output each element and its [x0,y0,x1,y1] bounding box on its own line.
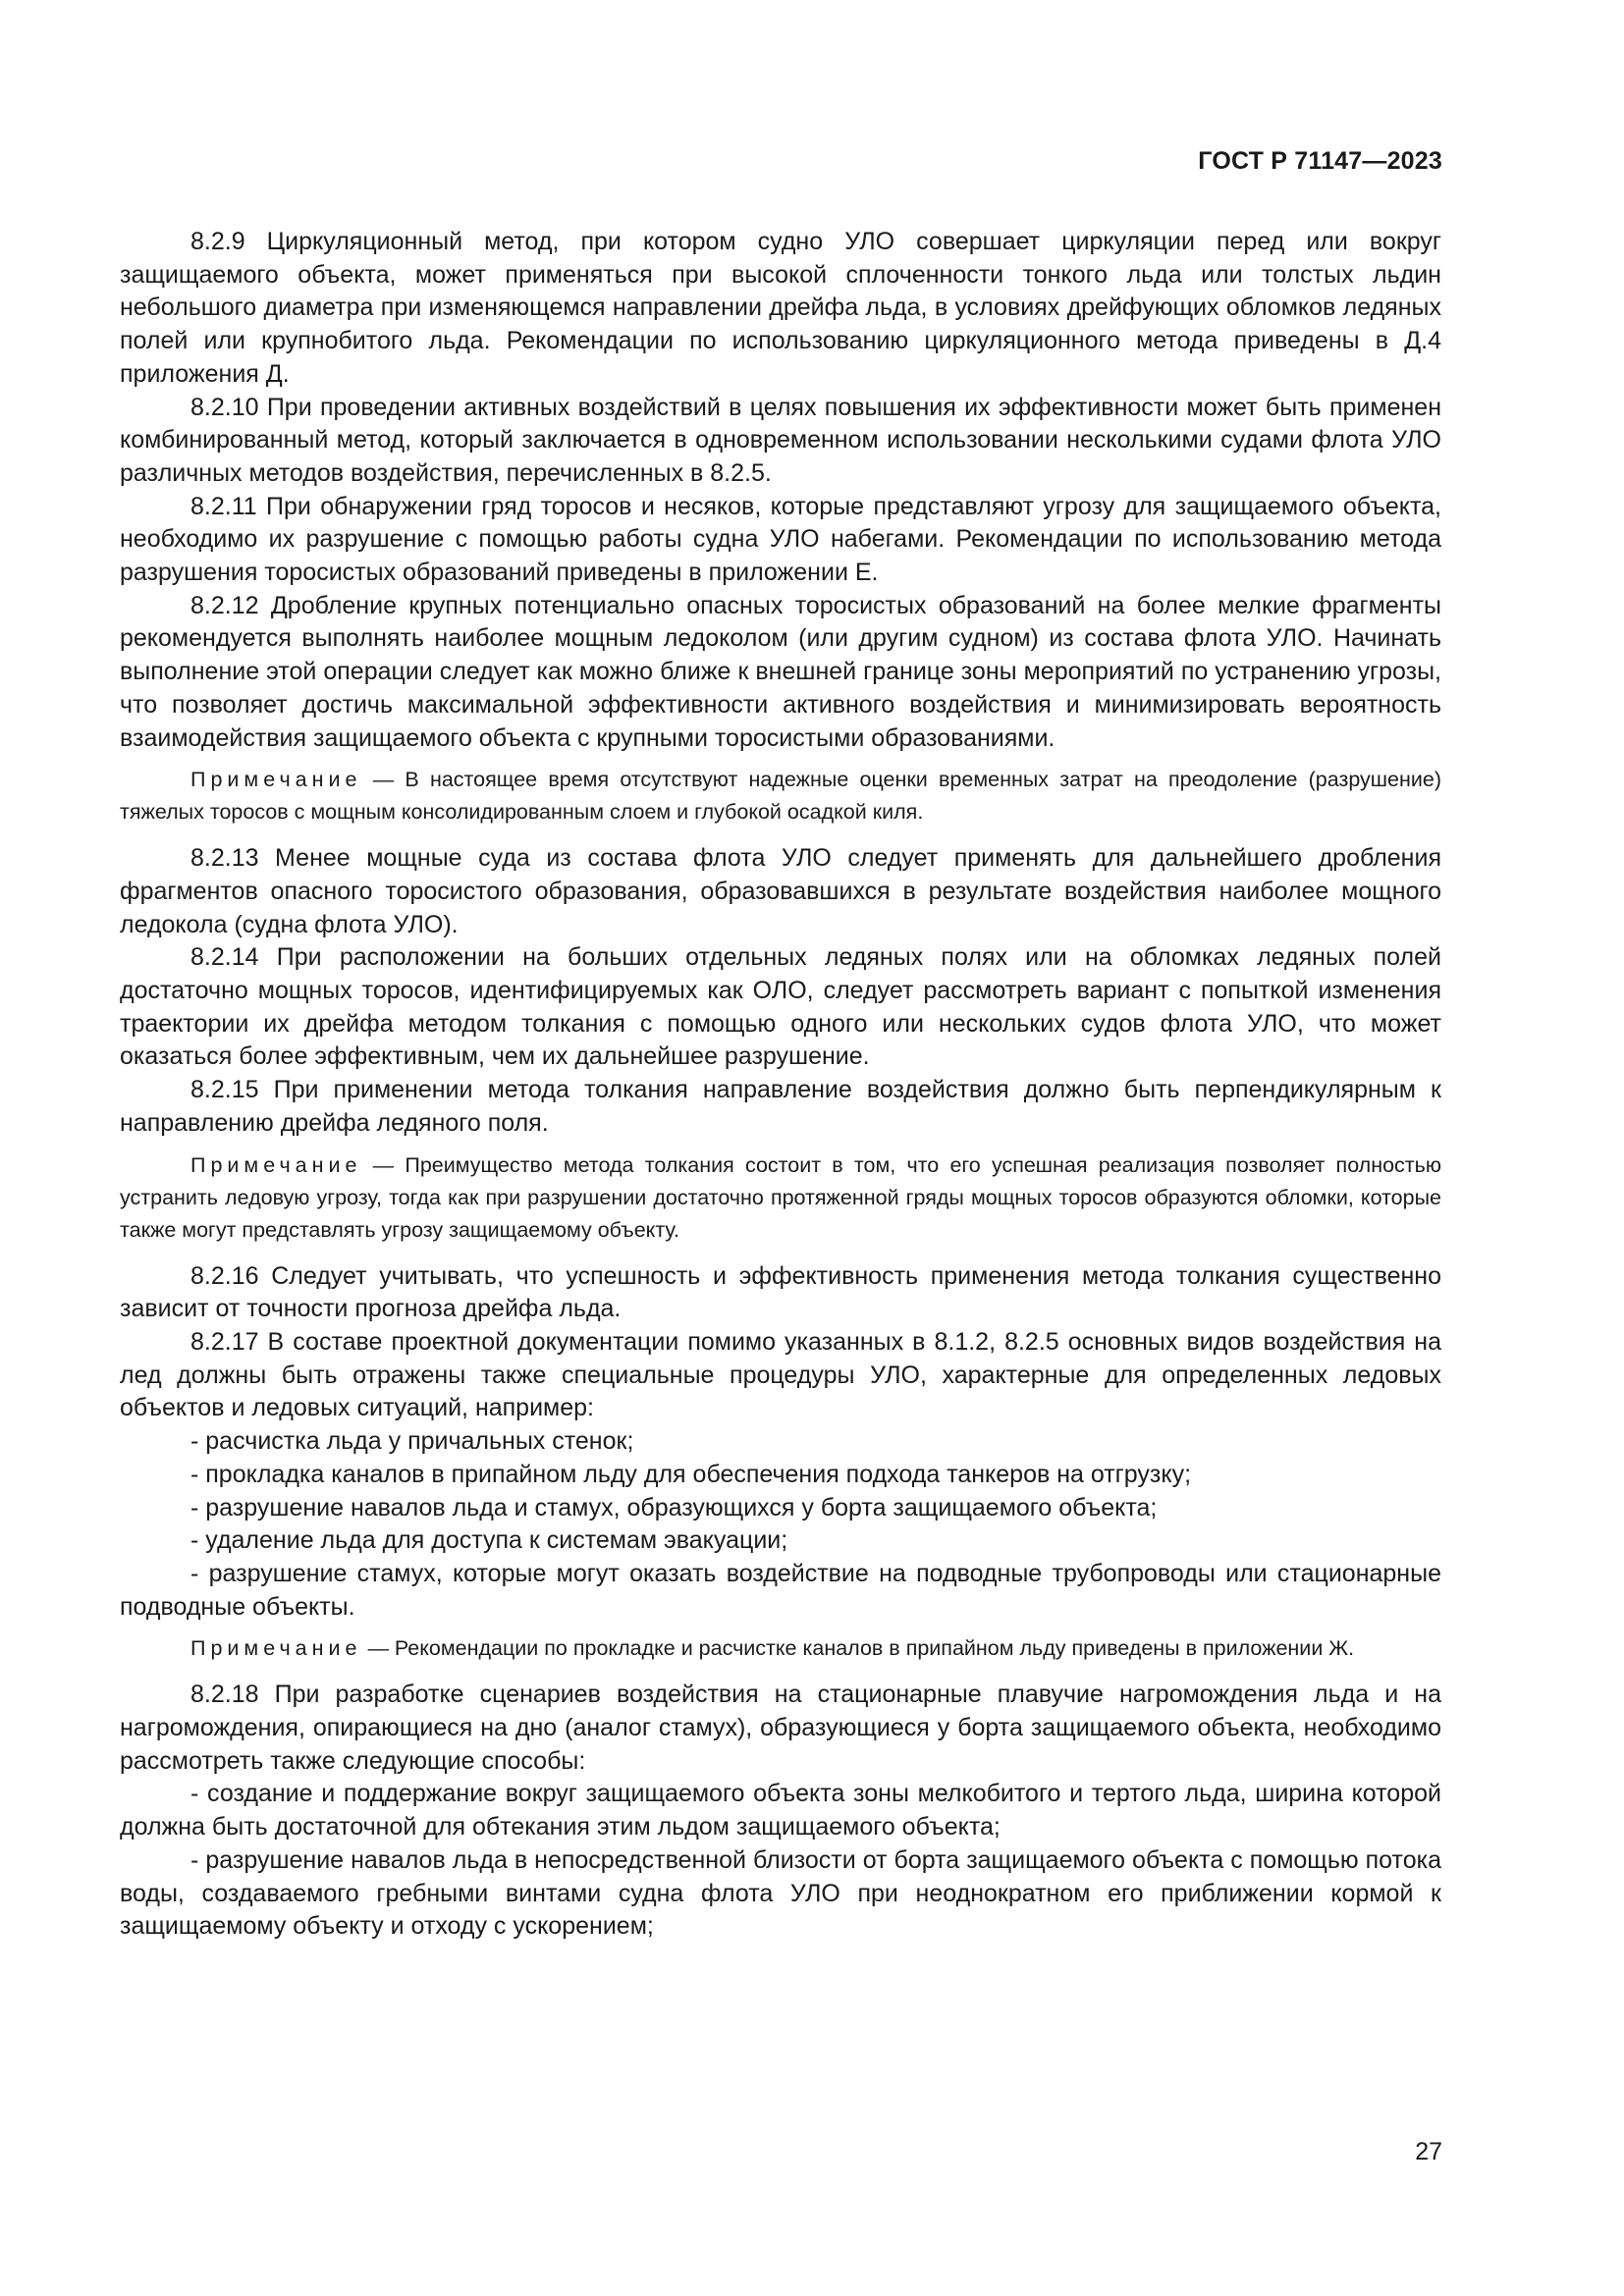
list-item: - прокладка каналов в припайном льду для обеспечения подхода танкеров на отгрузку; [190,1460,1192,1488]
note-label: Примечание [190,1636,362,1661]
paragraph-8-2-9: 8.2.9 Циркуляционный метод, при котором судно УЛО совершает циркуляции перед или вокруг защищаемого объекта, может применяться при высокой сплоченности тонкого льда или толстых льдин небольшого диаметра при изменяющемся направлении дрейфа льда, в условиях дрейфующих обломков ледяных полей или крупнобитого льда. Рекомендации по использованию циркуляционного метода приведены в Д.4 приложения Д. [120,228,1441,388]
paragraph-8-2-17: 8.2.17 В составе проектной документации помимо указанных в 8.1.2, 8.2.5 основных видов воздействия на лед должны быть отражены также специальные процедуры УЛО, характерные для определенных ледовых объектов и ледовых ситуаций, например: [120,1327,1441,1422]
paragraph-8-2-15: 8.2.15 При применении метода толкания направление воздействия должно быть перпендикулярным к направлению дрейфа ледяного поля. [120,1076,1441,1137]
paragraph-8-2-16: 8.2.16 Следует учитывать, что успешность и эффективность применения метода толкания существенно зависит от точности прогноза дрейфа льда. [120,1261,1441,1323]
note-label: Примечание [190,1152,362,1177]
note-1-text: — В настоящее время отсутствуют надежные оценки временных затрат на преодоление (разрушение) тяжелых торосов с мощным консолидированным слоем и глубокой осадкой киля. [120,768,1442,825]
list-item: - разрушение стамух, которые могут оказать воздействие на подводные трубопроводы или стационарные подводные объекты. [120,1559,1441,1621]
paragraph-8-2-11: 8.2.11 При обнаружении гряд торосов и несяков, которые представляют угрозу для защищаемого объекта, необходимо их разрушение с помощью работы судна УЛО набегами. Рекомендации по использованию метода разрушения торосистых образований приведены в приложении Е. [120,492,1441,587]
paragraph-8-2-12: 8.2.12 Дробление крупных потенциально опасных торосистых образований на более мелкие фрагменты рекомендуется выполнять наиболее мощным ледоколом (или другим судном) из состава флота УЛО. Начинать выполнение этой операции следует как можно ближе к внешней границе зоны мероприятий по устранению угрозы, что позволяет достичь максимальной эффективности активного воздействия и минимизировать вероятность взаимодействия защищаемого объекта с крупными торосистыми образованиями. [120,591,1441,752]
note-3-text: — Рекомендации по прокладке и расчистке каналов в припайном льду приведены в приложении Ж. [367,1636,1355,1661]
note-1 [120,764,1441,828]
document-code-header: ГОСТ Р 71147—2023 [1198,147,1442,175]
page-body [120,226,1441,1944]
paragraph-8-2-13: 8.2.13 Менее мощные суда из состава флота УЛО следует применять для дальнейшего дробления фрагментов опасного торосистого образования, образовавшихся в результате воздействия наиболее мощного ледокола (судна флота УЛО). [120,844,1441,938]
paragraph-8-2-10: 8.2.10 При проведении активных воздействий в целях повышения их эффективности может быть применен комбинированный метод, который заключается в одновременном использовании несколькими судами флота УЛО различных методов воздействия, перечисленных в 8.2.5. [120,393,1441,487]
list-item: - разрушение навалов льда и стамух, образующихся у борта защищаемого объекта; [190,1493,1158,1522]
list-item: - создание и поддержание вокруг защищаемого объекта зоны мелкобитого и тертого льда, ширина которой должна быть достаточной для обтекания этим льдом защищаемого объекта; [120,1780,1441,1842]
note-3 [120,1632,1441,1665]
list-item: - разрушение навалов льда в непосредственной близости от борта защищаемого объекта с помощью потока воды, создаваемого гребными винтами судна флота УЛО при неоднократном его приближении кормой к защищаемому объекту и отходу с ускорением; [120,1845,1441,1941]
paragraph-8-2-18: 8.2.18 При разработке сценариев воздействия на стационарные плавучие нагромождения льда и на нагромождения, опирающиеся на дно (аналог стамух), образующиеся у борта защищаемого объекта, необходимо рассмотреть также следующие способы: [120,1681,1441,1775]
list-item: - расчистка льда у причальных стенок; [190,1427,634,1456]
note-label: Примечание [190,768,362,792]
note-2 [120,1149,1441,1247]
note-2-text: — Преимущество метода толкания состоит в том, что его успешная реализация позволяет полностью устранить ледовую угрозу, тогда как при разрушении достаточно протяженной гряды мощных торосов образуются обломки, которые также могут представлять угрозу защищаемому объекту. [120,1152,1441,1242]
paragraph-8-2-14: 8.2.14 При расположении на больших отдельных ледяных полях или на обломках ледяных полей достаточно мощных торосов, идентифицируемых как ОЛО, следует рассмотреть вариант с попыткой изменения траектории их дрейфа методом толкания с помощью одного или нескольких судов флота УЛО, что может оказаться более эффективным, чем их дальнейшее разрушение. [120,943,1441,1071]
list-item: - удаление льда для доступа к системам эвакуации; [190,1526,788,1555]
page-number: 27 [1415,2138,1442,2165]
